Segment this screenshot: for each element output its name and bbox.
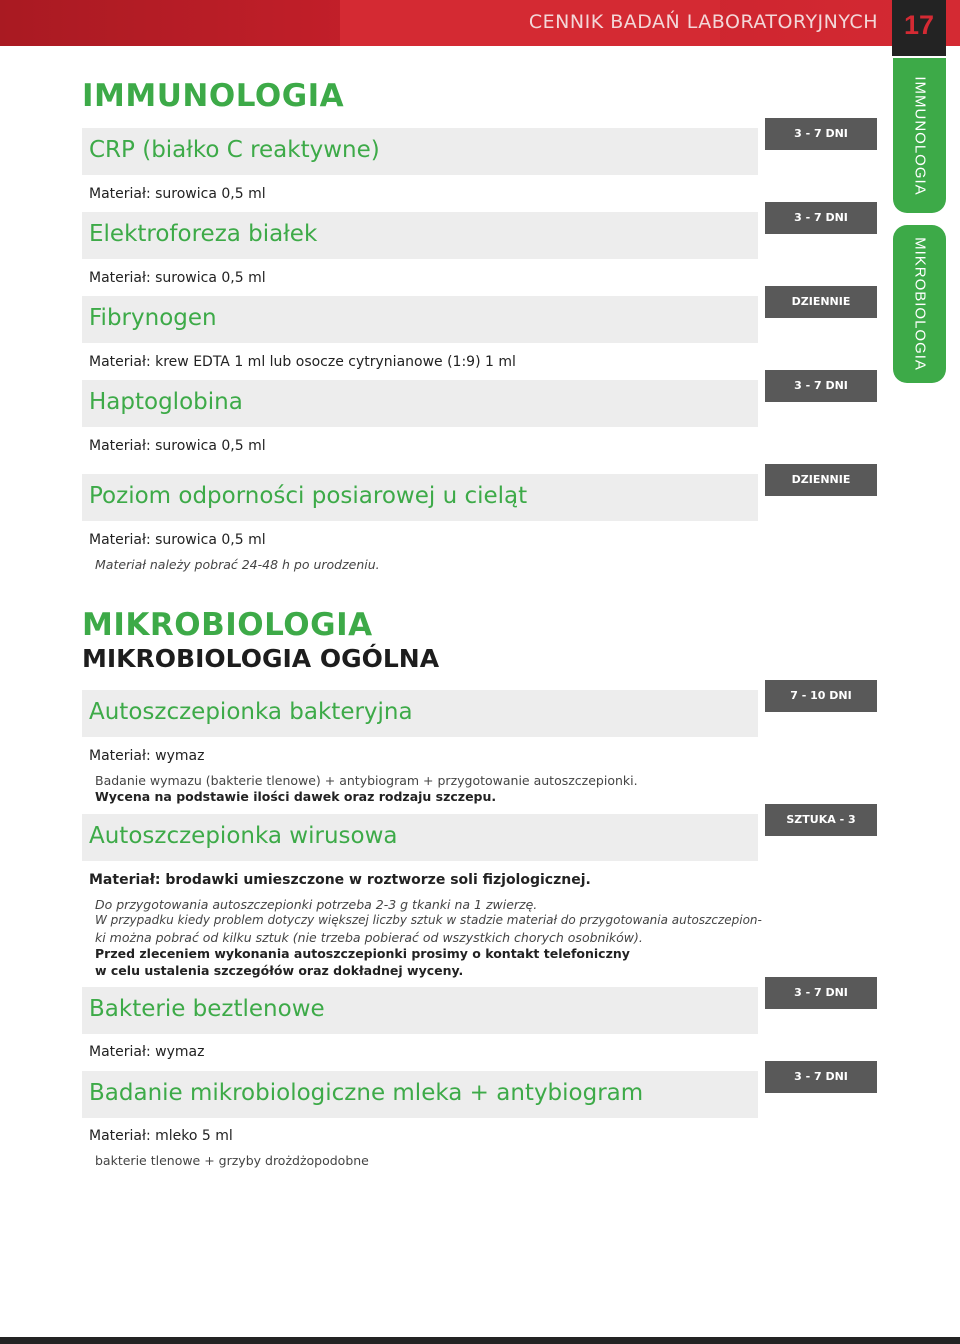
test-name: Bakterie beztlenowe [89, 996, 325, 1022]
test-name: CRP (białko C reaktywne) [89, 137, 380, 163]
test-name: Autoszczepionka bakteryjna [89, 699, 413, 725]
test-name-box [82, 987, 758, 1034]
material-text: Materiał: surowica 0,5 ml [89, 270, 266, 286]
note-text: ki można pobrać od kilku sztuk (nie trzeba pobierać od wszystkich chorych osobników). [95, 930, 643, 945]
turnaround-badge: 3 - 7 DNI [765, 370, 877, 402]
turnaround-badge: SZTUKA - 3 DAWKI [765, 804, 877, 836]
test-name-box [82, 128, 758, 175]
test-name: Haptoglobina [89, 389, 243, 415]
note-text-bold: w celu ustalenia szczegółów oraz dokładnej wyceny. [95, 963, 464, 978]
material-text: Materiał: krew EDTA 1 ml lub osocze cytrynianowe (1:9) 1 ml [89, 354, 516, 370]
test-name-box [82, 690, 758, 737]
test-name-box [82, 380, 758, 427]
turnaround-badge: DZIENNIE [765, 286, 877, 318]
header-title: CENNIK BADAŃ LABORATORYJNYCH [528, 11, 878, 33]
test-name-box [82, 474, 758, 521]
side-tab-mikrobiologia[interactable] [893, 225, 946, 383]
note-text: bakterie tlenowe + grzyby drożdżopodobne [95, 1153, 369, 1168]
test-name: Elektroforeza białek [89, 221, 318, 247]
material-text: Materiał: wymaz [89, 1044, 205, 1060]
note-text: Badanie wymazu (bakterie tlenowe) + antybiogram + przygotowanie autoszczepionki. [95, 773, 638, 788]
material-text: Materiał: surowica 0,5 ml [89, 438, 266, 454]
footer-bar [0, 1337, 960, 1344]
note-text-bold: Przed zleceniem wykonania autoszczepionki prosimy o kontakt telefoniczny [95, 946, 630, 961]
side-tab-immunologia[interactable] [893, 58, 946, 213]
test-name-box [82, 296, 758, 343]
test-name-box [82, 212, 758, 259]
test-name: Autoszczepionka wirusowa [89, 823, 398, 849]
test-name: Fibrynogen [89, 305, 217, 331]
page-number: 17 [903, 10, 935, 40]
turnaround-badge: 3 - 7 DNI [765, 202, 877, 234]
turnaround-badge: 3 - 7 DNI [765, 118, 877, 150]
turnaround-badge: 3 - 7 DNI [765, 977, 877, 1009]
note-text: Materiał należy pobrać 24-48 h po urodzeniu. [95, 557, 380, 572]
test-name-box [82, 1071, 758, 1118]
turnaround-badge: 7 - 10 DNI [765, 680, 877, 712]
note-text-bold: Wycena na podstawie ilości dawek oraz rodzaju szczepu. [95, 789, 497, 804]
material-text: Materiał: surowica 0,5 ml [89, 186, 266, 202]
side-tab-label: IMMUNOLOGIA [911, 75, 928, 196]
test-name-box [82, 814, 758, 861]
test-name: Badanie mikrobiologiczne mleka + antybiogram [89, 1080, 644, 1106]
material-text: Materiał: mleko 5 ml [89, 1128, 233, 1144]
page-number-box [892, 0, 946, 56]
test-name: Poziom odporności posiarowej u cieląt [89, 483, 528, 509]
note-text: Do przygotowania autoszczepionki potrzeba 2-3 g tkanki na 1 zwierzę. [95, 897, 538, 912]
turnaround-badge: 3 - 7 DNI [765, 1061, 877, 1093]
side-tab-label: MIKROBIOLOGIA [911, 237, 928, 371]
section-title-mikrobiologia: MIKROBIOLOGIA [82, 607, 373, 643]
subsection-title: MIKROBIOLOGIA OGÓLNA [82, 644, 440, 673]
note-text: W przypadku kiedy problem dotyczy większej liczby sztuk w stadzie materiał do przygotowania autoszczepion- [95, 913, 762, 927]
turnaround-badge: DZIENNIE [765, 464, 877, 496]
material-text: Materiał: brodawki umieszczone w roztworze soli fizjologicznej. [89, 872, 591, 888]
section-title-immunologia: IMMUNOLOGIA [82, 78, 345, 114]
material-text: Materiał: wymaz [89, 748, 205, 764]
material-text: Materiał: surowica 0,5 ml [89, 532, 266, 548]
